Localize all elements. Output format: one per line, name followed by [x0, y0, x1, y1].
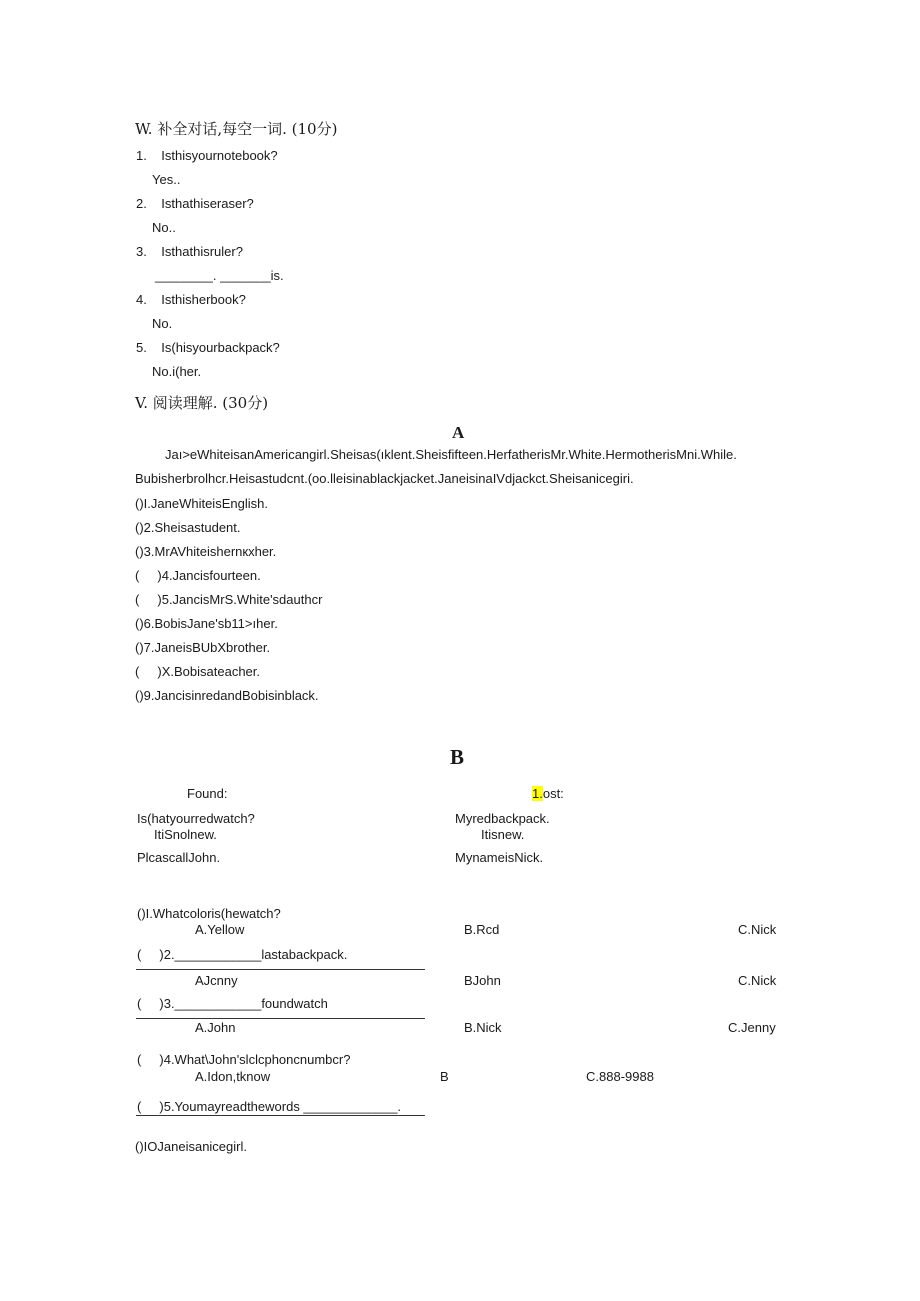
part-a-question-7: ()7.JaneisBUbXbrother.: [135, 640, 271, 655]
part-b-q2-option-a: AJcnny: [195, 973, 238, 988]
part-b-question-6: ()IOJaneisanicegirl.: [135, 1139, 247, 1154]
passage-line-1: Jaı>eWhiteisanAmericangirl.Sheisas(ıklent.Sheisfifteen.HerfatherisMr.White.HermotherisMni.While.: [165, 447, 737, 462]
part-a-question-9: ()9.JancisinredandBobisinblack.: [135, 688, 319, 703]
part-b-q4-option-b: B: [440, 1069, 449, 1084]
found-line-1: Is(hatyourredwatch?: [137, 811, 255, 826]
part-b-q1-option-a: A.Yellow: [195, 922, 245, 937]
found-line-3: PlcascallJohn.: [137, 850, 221, 865]
section4-answer-4: No.: [152, 316, 173, 331]
lost-label-highlight: 1.: [532, 786, 543, 801]
found-line-2: ItiSnolnew.: [154, 827, 217, 842]
part-b-q3-option-b: B.Nick: [464, 1020, 502, 1035]
part-b-q3-option-c: C.Jenny: [728, 1020, 776, 1035]
part-b-q1-option-b: B.Rcd: [464, 922, 500, 937]
lost-label-rest: ost:: [542, 786, 564, 801]
part-a-question-8: ( )X.Bobisateacher.: [135, 664, 261, 679]
part-b-question-5: ( )5.Youmayreadthewords _____________.: [137, 1099, 402, 1114]
section4-question-4: 4. Isthisherbook?: [136, 292, 246, 307]
part-a-question-4: ( )4.Jancisfourteen.: [135, 568, 261, 583]
section4-answer-1: Yes..: [152, 172, 181, 187]
lost-label: [532, 786, 564, 802]
passage-line-2: Bubisherbrolhcr.Heisastudcnt.(oo.lleisinablackjacket.JaneisinaIVdjackct.Sheisanicegiri.: [135, 471, 634, 486]
part-b-title: B: [450, 745, 465, 769]
part-a-question-2: ()2.Sheisastudent.: [135, 520, 241, 535]
part-b-q2-option-c: C.Nick: [738, 973, 777, 988]
part-b-question-1: ()I.Whatcoloris(hewatch?: [137, 906, 281, 921]
section4-question-5: 5. Is(hisyourbackpack?: [136, 340, 280, 355]
part-b-question-3: ( )3.____________foundwatch: [137, 996, 328, 1011]
lost-line-3: MynameisNick.: [455, 850, 544, 865]
part-a-question-3: ()3.MrAVhiteishernкxher.: [135, 544, 277, 559]
part-b-q4-option-c: C.888-9988: [586, 1069, 654, 1084]
section5-heading: V. 阅读理解. (30分): [135, 394, 269, 412]
lost-line-2: Itisnew.: [481, 827, 525, 842]
section4-answer-5: No.i(her.: [152, 364, 202, 379]
part-b-q4-option-a: A.Idon,tknow: [195, 1069, 271, 1084]
section4-question-1: 1. Isthisyournotebook?: [136, 148, 278, 163]
part-a-title: A: [452, 423, 465, 442]
part-b-question-2: ( )2.____________lastabackpack.: [137, 947, 348, 962]
part-a-question-5: ( )5.JancisMrS.White'sdauthcr: [135, 592, 323, 607]
lost-line-1: Myredbackpack.: [455, 811, 550, 826]
part-a-question-6: ()6.BobisJane'sb11>ıher.: [135, 616, 278, 631]
part-b-q1-option-c: C.Nick: [738, 922, 777, 937]
part-b-question-4: ( )4.What\John'slclcphoncnumbcr?: [137, 1052, 351, 1067]
part-a-question-1: ()I.JaneWhiteisEnglish.: [135, 496, 268, 511]
part-b-q2-option-b: BJohn: [464, 973, 501, 988]
divider-rule: [136, 1018, 425, 1019]
section4-answer-3: ________. _______is.: [155, 268, 284, 283]
section4-question-2: 2. Isthathiseraser?: [136, 196, 254, 211]
section4-question-3: 3. Isthathisruler?: [136, 244, 243, 259]
section4-answer-2: No..: [152, 220, 176, 235]
section4-heading: W. 补全对话,每空一词. (10分): [135, 120, 338, 138]
divider-rule: [136, 969, 425, 970]
found-label: Found:: [187, 786, 228, 801]
divider-rule: [136, 1115, 425, 1116]
part-b-q3-option-a: A.John: [195, 1020, 236, 1035]
